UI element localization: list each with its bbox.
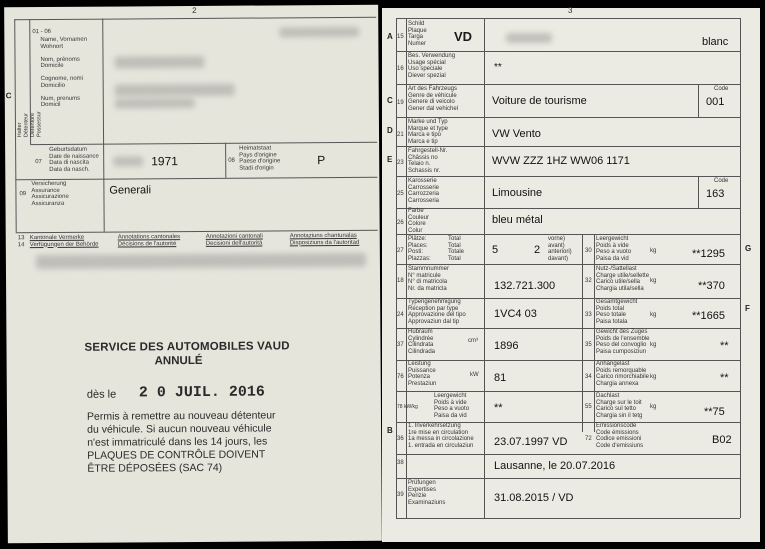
field-38-number: 38 <box>397 460 404 466</box>
field-16-number: 16 <box>397 66 404 72</box>
stamp-date-prefix: dès le <box>86 388 117 401</box>
insurance-value: Generali <box>109 184 152 197</box>
field-01-labels: Name, Vornamen Wohnort Nom, prénoms Domicile Cognome, nomi Domicilio Num, prenums Domicil <box>40 36 88 109</box>
side-letter-c: C <box>5 91 12 101</box>
side-letter-a: A <box>387 32 393 41</box>
row-27-top <box>396 234 740 235</box>
field-33-number: 33 <box>585 312 592 318</box>
redacted-name <box>114 56 204 69</box>
field-07-number: 07 <box>35 159 42 166</box>
stamp-text-2: du véhicule. Si aucun nouveau véhicule <box>87 422 272 436</box>
field-76-labels: Leistung Puissance Potenza Prestaziun <box>408 361 437 387</box>
side-letter-b: B <box>387 426 393 435</box>
side-letter-f: F <box>745 304 750 313</box>
side-letter-b-upper: C <box>387 96 393 105</box>
payload-value: **370 <box>698 280 725 292</box>
row-26-top <box>396 208 740 209</box>
field-15-number: 15 <box>397 34 404 40</box>
row-37-top <box>396 328 740 329</box>
empty-weight-value: **1295 <box>692 248 726 260</box>
field-19-number: 19 <box>397 100 404 106</box>
type-approval-value: 1VC4 03 <box>494 308 537 320</box>
row-23-top <box>396 146 740 147</box>
stamp-text-4: PLAQUES DE CONTRÔLE DOIVENT <box>87 448 266 462</box>
redacted-plate-number <box>506 33 552 43</box>
field-25-labels: Karosserie Carrosserie Carrozzeria Carrosseria <box>408 178 440 204</box>
field-27-labels: Plätze: Places: Posti: Plazzas: <box>408 236 431 262</box>
field-13-number: 13 14 <box>17 235 25 248</box>
field-23-number: 23 <box>397 160 404 166</box>
field-13-labels-fr: Annotations cantonales Décisions de l'autorité <box>117 234 181 248</box>
origin-country-value: P <box>317 153 326 168</box>
field-21-labels: Marke und Typ Marque et type Marca e tipo Marca e tip <box>408 119 449 145</box>
vehicle-type-code: 001 <box>706 96 725 108</box>
train-weight-value: ** <box>720 340 729 352</box>
power-weight-value: ** <box>494 402 503 414</box>
stamp-cancelled: ANNULÉ <box>154 354 203 368</box>
code-divider-25 <box>698 176 699 208</box>
field-33-unit: kg <box>650 312 657 318</box>
emission-code-value: B02 <box>712 434 732 446</box>
column-marker-3: 3 <box>568 6 573 15</box>
left-page <box>4 5 382 544</box>
code-label-19: Code <box>714 86 729 92</box>
field-33-labels: Gesamtgewicht Poids total Peso totale Paisa totala <box>596 299 638 325</box>
body-type-code: 163 <box>706 188 725 200</box>
frame-top <box>14 17 376 21</box>
stamp-text-5: ÊTRE DÉPOSÉES (SAC 74) <box>87 461 223 475</box>
field-18-number: 18 <box>397 278 404 284</box>
vehicle-type-value: Voiture de tourisme <box>492 95 587 107</box>
field-16-labels: Bes. Verwendung Usage spécial Uso speciale Diever spezial <box>408 53 456 79</box>
right-frame-left <box>396 18 397 518</box>
field-34-labels: Anhängelast Poids remorquable Carico rimorchiabile Chargia annexa <box>596 361 650 387</box>
field-23-labels: Fahrgestell-Nr. Châssis no Telaio n. Schassis nr. <box>408 148 448 174</box>
field-13-labels-rm: Annotaziuns chantunalas Disposiziuns da l'autoritad <box>289 232 360 246</box>
redacted-address <box>115 84 235 97</box>
field-55-labels: Dachlast Charge sur le toit Carico sul tetto Chargia sin il tetg <box>596 393 643 419</box>
field-36-labels: 1. Inverkehrsetzung 1re mise en circulation 1a messa in circolazione 1. entrada en circulaziun <box>408 423 474 449</box>
seats-total-value: 5 <box>492 244 499 256</box>
code-label-25: Code <box>714 178 729 184</box>
redacted-annotations <box>36 253 366 269</box>
plate-color-value: blanc <box>702 36 729 48</box>
field-35-labels: Gewicht des Zuges Poids de l'ensemble Peso del convoglio Paisa cumposiziun <box>596 329 650 355</box>
field-19-labels: Art des Fahrzeugs Genre de véhicule Genere di veicolo Gener dal vehichel <box>408 86 459 112</box>
issue-place-date-value: Lausanne, le 20.07.2016 <box>494 460 616 472</box>
field-37-labels: Hubraum Cylindrée Cilindrata Cilindrada <box>408 329 436 355</box>
right-page <box>382 8 760 542</box>
code-divider-19 <box>698 84 699 117</box>
column-marker-2: 2 <box>192 5 197 15</box>
field-26-number: 26 <box>397 220 404 226</box>
field-36-number: 36 <box>397 436 404 442</box>
field-76-number: 76 <box>397 374 404 380</box>
chassis-number-value: WVW ZZZ 1HZ WW06 1171 <box>492 155 630 167</box>
field-35-number: 35 <box>585 342 592 348</box>
inspection-value: 31.08.2015 / VD <box>494 492 574 504</box>
field-37-number: 37 <box>397 342 404 348</box>
field-18-labels: Stammnummer N° matricule N° di matricola Nr. da matricla <box>408 266 450 292</box>
seats-front-value: 2 <box>534 244 541 256</box>
redacted-birth-day <box>113 156 143 166</box>
field-09-number: 09 <box>19 191 27 198</box>
matriculation-number-value: 132.721.300 <box>494 280 556 292</box>
field-26-labels: Farbe Couleur Colore Colur <box>408 208 430 234</box>
row-21-top <box>396 117 740 118</box>
row-76-top <box>396 360 740 361</box>
row-78-top <box>396 391 740 392</box>
right-frame-right <box>740 18 741 518</box>
field-35-unit: kg <box>650 342 657 348</box>
field-78-number: 78 kW/kg <box>397 404 418 410</box>
field-32-labels: Nutz-/Sattellast Charge utile/sellette Carico utile/sella Chargia utila/sella <box>596 266 650 292</box>
roof-load-value: **75 <box>704 406 725 418</box>
plate-canton: VD <box>454 29 473 44</box>
row-15-top <box>396 18 740 19</box>
towing-capacity-value: ** <box>720 372 729 384</box>
field-32-unit: kg <box>650 278 657 284</box>
holder-side-label: Halter Détenteur Detentore Possessur <box>16 111 43 138</box>
stamp-authority: SERVICE DES AUTOMOBILES VAUD <box>84 340 290 354</box>
redacted-city <box>115 98 195 109</box>
field-55-number: 55 <box>585 404 592 410</box>
first-registration-value: 23.07.1997 VD <box>494 436 568 448</box>
field-37-unit: cm³ <box>468 338 478 344</box>
field-32-number: 32 <box>585 278 592 284</box>
field-27-total-labels: Total Total Totale Total <box>448 236 465 262</box>
row-16-top <box>396 51 740 52</box>
field-27-number: 27 <box>397 248 404 254</box>
special-use-value: ** <box>494 62 502 73</box>
field-01-number: 01 - 06 <box>32 28 52 36</box>
row-09-top <box>15 177 377 181</box>
field-25-number: 25 <box>397 191 404 197</box>
power-value: 81 <box>494 372 507 384</box>
field-15-labels: Schild Plaque Targa Numer <box>408 21 427 47</box>
field-24-number: 24 <box>397 312 404 318</box>
stamp-date: 2 0 JUIL. 2016 <box>138 383 265 402</box>
field-08-labels: Heimatstaat Pays d'origine Paese d'origine Stadi d'origin <box>239 145 281 172</box>
body-type-value: Limousine <box>492 187 543 199</box>
field-30-labels: Leergewicht Poids à vide Peso a vuoto Paisa da vid <box>596 236 632 262</box>
side-letter-e: E <box>387 155 393 164</box>
label-column-divider <box>102 19 104 232</box>
field-09-labels: Versicherung Assurance Assicurazione Assicuranza <box>31 180 69 207</box>
field-13-labels-it: Annotazioni cantonali Decisioni dell'autorità <box>205 233 263 247</box>
color-value: bleu métal <box>492 214 543 226</box>
number-column-divider <box>406 18 407 518</box>
make-model-value: VW Vento <box>492 128 541 140</box>
field-78-labels: Leergewicht Poids à vide Peso a vuoto Paisa da vid <box>434 393 470 419</box>
redacted-top-right <box>279 27 359 38</box>
side-letter-d: D <box>387 126 393 135</box>
field-34-unit: kg <box>650 374 657 380</box>
stamp-text-3: n'est immatriculé dans les 14 jours, les <box>87 435 268 449</box>
field-08-number: 08 <box>228 157 235 164</box>
row-07-mid-divider <box>225 143 226 178</box>
field-76-unit: kW <box>470 372 479 378</box>
row-07-top <box>30 142 377 145</box>
row-38-top <box>396 454 740 455</box>
row-18-top <box>396 264 740 265</box>
field-34-number: 34 <box>585 374 592 380</box>
side-letter-g: G <box>745 244 752 253</box>
total-weight-value: **1665 <box>692 310 726 322</box>
row-39-top <box>396 478 740 479</box>
stamp-text-1: Permis à remettre au nouveau détenteur <box>86 409 276 423</box>
field-07-labels: Geburtsdatum Date de naissance Data di nascita Data da nasch. <box>49 146 99 173</box>
field-72-labels: Emissionscode Code émissions Codice emissioni Code d'emissiuns <box>596 423 644 449</box>
birth-year-value: 1971 <box>151 154 178 169</box>
field-24-labels: Typengenehmigung Réception par type Approvazione del tipo Approvaziun dal tip <box>408 299 466 325</box>
field-30-unit: kg <box>650 248 657 254</box>
field-30-number: 30 <box>585 248 592 254</box>
displacement-value: 1896 <box>494 340 519 352</box>
field-72-number: 72 <box>585 436 592 442</box>
field-27-front-labels: vorne) avant) anteriori) davant) <box>548 236 572 262</box>
field-55-unit: kg <box>650 404 657 410</box>
right-label-column-divider <box>484 18 485 518</box>
field-39-labels: Prüfungen Expertises Perizie Examinaziuns <box>408 480 446 506</box>
row-25-top <box>396 176 740 177</box>
row-19-top <box>396 84 740 85</box>
field-13-labels: Kantonale Vermerke Verfügungen der Behörde <box>29 234 99 248</box>
field-21-number: 21 <box>397 132 404 138</box>
right-frame-bottom <box>396 518 740 519</box>
field-39-number: 39 <box>397 492 404 498</box>
